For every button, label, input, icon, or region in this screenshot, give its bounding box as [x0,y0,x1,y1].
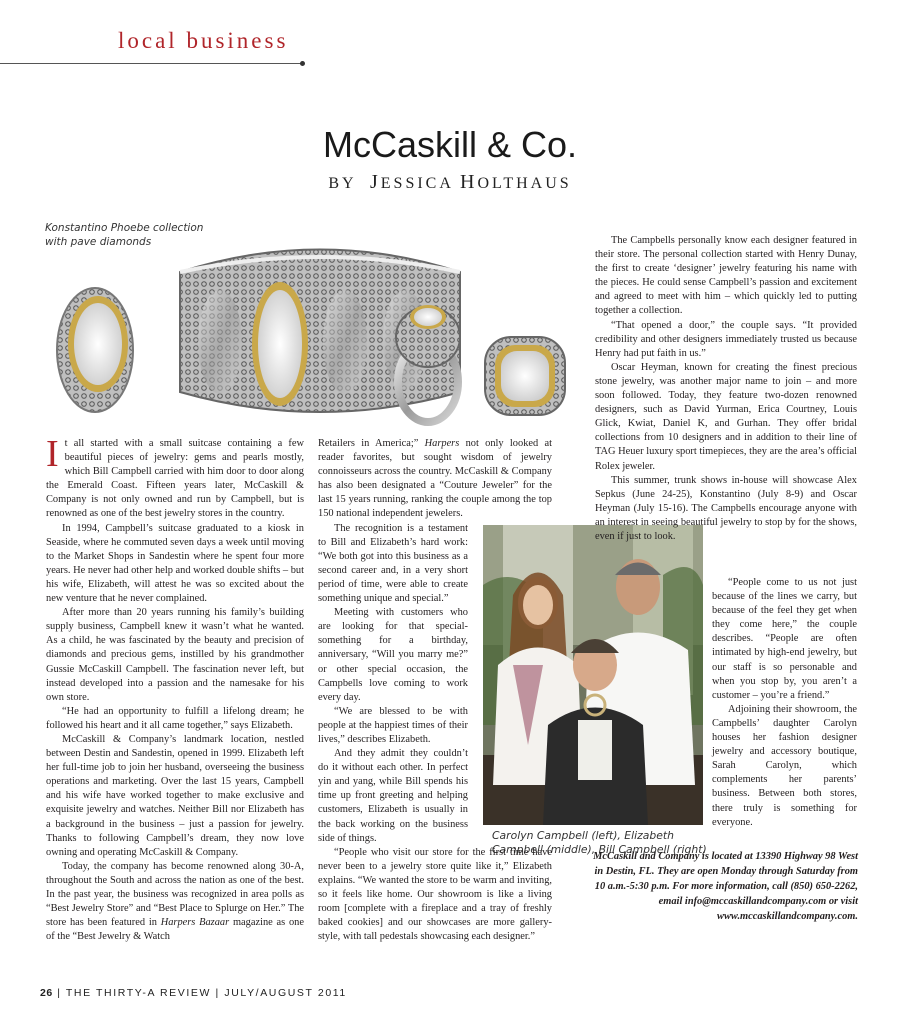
byline-by: BY [328,175,356,192]
col2-paragraph-1 [318,437,552,522]
col2-paragraph-3: Meeting with customers who are looking for that special-something for a birthday, anniversary, “Will you marry me?” or other special occasion, the Campbells love coming to work every day. [318,607,468,703]
footer-publication: THE THIRTY-A REVIEW | JULY/AUGUST 2011 [65,987,347,999]
paragraph-5: McCaskill & Company’s landmark location, nestled between Destin and Sandestin, opened in 1999. Elizabeth left her full-time job to join her husband, overseeing the business operations and marketing. Over the last 15 years, Campbell and his wife have worked together to make exclusive and exquisite jewelry and watches. Neither Bill nor Elizabeth has a background in the business – just a passion for jewelry. Thanks to following Campbell’s dream, they now love owning and operating McCaskill & Company. [46,733,304,858]
col3-paragraph-5: “People come to us not just because of the lines we carry, but because of the feel they get when they come here,” the couple describes. “People are often intimated by high-end jewelry, but our staff is so personable and when you stop by, you aren’t a customer – you’re a friend.” [712,577,857,701]
footer-separator: | [57,987,62,999]
ring-left [57,288,133,412]
paragraph-6-end: magazine as one of the “Best Jewelry & Watch [46,917,304,943]
col2-paragraph-4: “We are blessed to be with people at the happiest times of their lives,” describes Elizabeth. [318,705,468,745]
col2-paragraph-6: “People who visit our store for the first time have never been to a jewelry store quite like it,” Elizabeth explains. “We wanted the store to be warm and inviting, so it feels like home. Our showroom is like a living room [complete with a fireplace and a tray of freshly baked cookies] and our showcases are more gallery-style, with tall pedestals showcasing each designer.” [318,846,552,943]
col2-p1-text-a: Retailers in America;” [318,438,425,449]
paragraph-1-text: t all started with a small suitcase containing a few beautiful pieces of jewelry: gems and pearls mostly, which Bill Campbell carried with him door to door along the Emerald Coast. Fifteen years later, McCaskill & Company is not only owned and run by Campbell, but is renowned as one of the best jewelry stores in the country. [46,438,304,520]
harpers-italic: Harpers [424,438,460,449]
jewelry-caption: Konstantino Phoebe collection with pave diamonds [45,222,204,248]
column-3 [595,234,857,544]
byline-first-name: ESSICA [380,175,454,192]
paragraph-3: After more than 20 years running his family’s building supply business, Campbell knew it wasn’t what he wanted. As a child, he was fascinated by the beauty and precision of diamonds and precious gems, instilled by his grandmother Gussie McCaskill Campbell. The fascination never left, but instead developed into a passion and the namesake for his own store. [46,607,304,703]
column-2 [318,437,552,944]
column-3-lower [712,576,857,830]
paragraph-6-text: Today, the company has become renowned along 30-A, throughout the South and across the nation as one of the best. In the past year, the business was recognized in area polls as “Best Jewelry Store” and “Best Place to Splurge on Her.” The store has been featured in [46,860,304,929]
paragraph-6 [46,860,304,945]
byline-last-name: OLTHAUS [477,175,572,192]
col2-paragraph-2: The recognition is a testament to Bill and Elizabeth’s hard work: “We both got into this business as a second career and, in a very short period of time, were able to create something unique and special.” [318,522,468,605]
section-rule-dot [300,61,305,66]
byline-initial-h: H [460,171,478,193]
col3-paragraph-6: Adjoining their showroom, the Campbells’ daughter Carolyn houses her fashion designer jewelry and accessory boutique, Sarah Carolyn, which complements her parents’ business. Between both stores, there truly is something for everyone. [712,703,857,828]
drop-cap: I [46,433,59,475]
contact-info: McCaskill and Company is located at 13390 Highway 98 West in Destin, FL. They are open Monday through Saturday from 10 a.m.-5:30 p.m. For more information, call (850) 650-2262, email info@mccaskillandcompany.com or visit www.mccaskillandcompany.com. [593,851,858,922]
jewelry-photo [40,232,600,432]
col2-paragraph-5: And they admit they couldn’t do it without each other. In perfect yin and yang, while Bill spends his time up front greeting and helping customers, Elizabeth is usually in the back working on the business side of things. [318,748,468,844]
article-byline [0,171,900,194]
col3-paragraph-3: Oscar Heyman, known for creating the finest precious stone jewelry, was another major name to join – and more soon followed. Today, they feature two-dozen renowned designers, such as David Yurman, Erica Courtney, Louis Glick, Kwiat, Daniel K, and Gurhan. They offer bridal collections from 10 designers and in addition to their line of TAG Heuer luxury sport timepieces, they are the area’s official Rolex jeweler. [595,361,857,472]
page-number: 26 [40,987,53,999]
page-footer [40,987,347,999]
section-rule [0,63,302,64]
ring-right [485,337,565,415]
column-1 [46,433,304,944]
section-label: local business [118,28,289,53]
col2-p1-text-b: not only looked at reader favorites, but sought wisdom of jewelry connoisseurs across the country. McCaskill & Company has also been designated a “Couture Jeweler” for the last 15 years running, ranking the couple among the top 150 national independent jewelers. [318,438,553,520]
paragraph-1 [46,433,304,522]
col3-paragraph-1: The Campbells personally know each designer featured in their store. The personal collection started with Henry Dunay, the first to create ‘designer’ jewelry featuring his name with the pieces. He could sense Campbell’s passion and excitement and agreed to meet with him – which quickly led to putting together a collection. [595,235,857,317]
article-title: McCaskill & Co. [322,124,578,165]
ring-middle [396,305,460,422]
paragraph-4: “He had an opportunity to fulfill a lifelong dream; he followed his heart and it all came together,” says Elizabeth. [46,705,304,731]
family-photo-caption: Carolyn Campbell (left), Elizabeth Campbell (middle), Bill Campbell (right) [492,829,707,856]
col3-paragraph-4: This summer, trunk shows in-house will showcase Alex Sepkus (June 24-25), Konstantino (July 8-9) and Oscar Heyman (July 15-16). The Campbells encourage anyone with an interest in seeing beautiful jewelry to stop by for the shows, even if just to look. [595,474,857,542]
col3-paragraph-2: “That opened a door,” the couple says. “It provided credibility and other designers immediately trusted us because Henry had put faith in us.” [595,319,857,359]
col2-narrow-block [318,522,468,846]
byline-initial-j: J [369,171,381,193]
paragraph-2: In 1994, Campbell’s suitcase graduated to a kiosk in Seaside, where he commuted seven days a week until moving to the Market Shops in Sandestin where he spent four more years. He never had other help and worked double shifts – but his wife, Elizabeth, will attest he was so excited about the new venture that he never complained. [46,522,304,605]
harpers-bazaar-italic: Harpers Bazaar [160,917,230,929]
